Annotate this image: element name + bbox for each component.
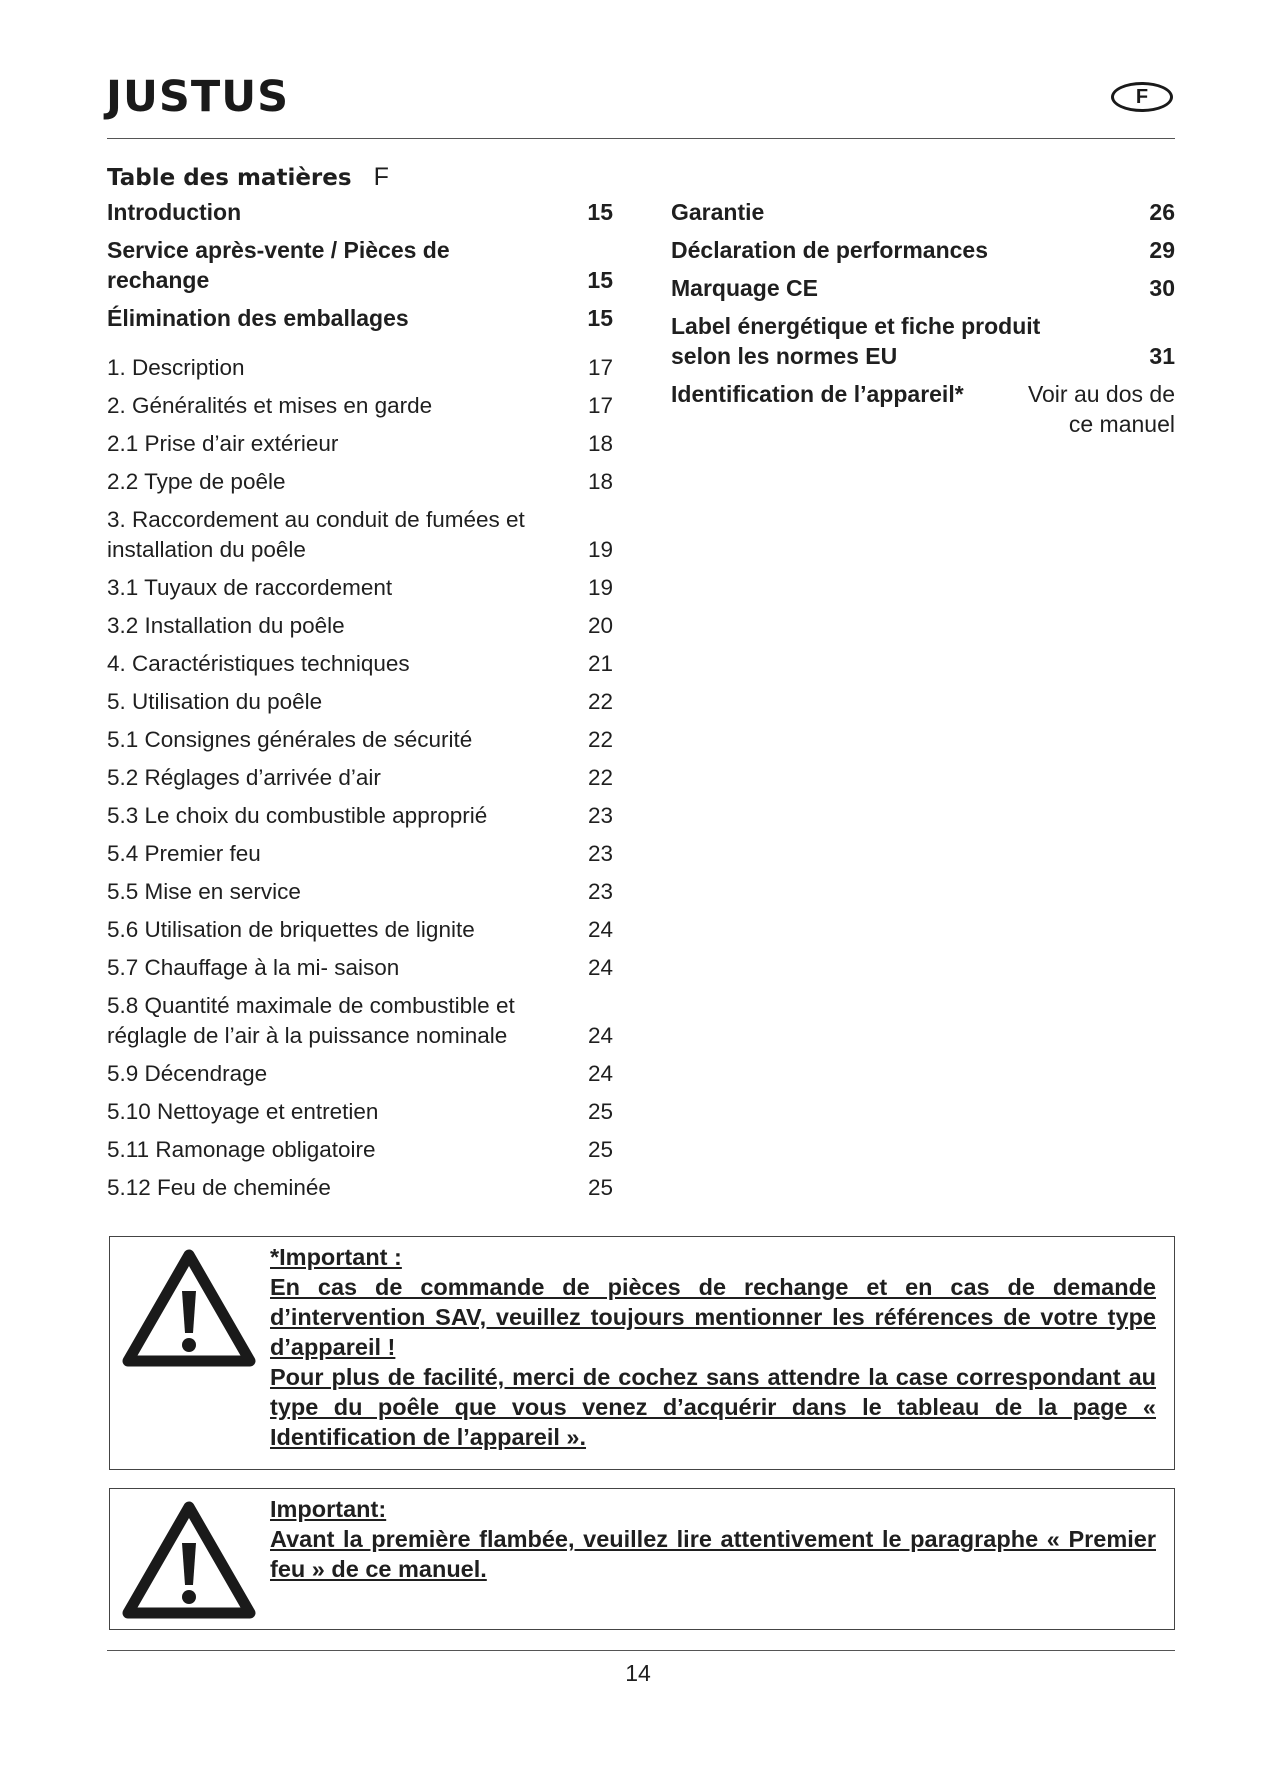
language-badge: F	[1111, 82, 1173, 112]
toc-entry-page: 26	[1149, 199, 1175, 225]
notice-heading: *Important :	[270, 1244, 402, 1270]
toc-entry	[107, 235, 613, 295]
toc-entry	[107, 991, 613, 1051]
important-notice-first-fire	[109, 1488, 1175, 1630]
toc-entry-page: 23	[587, 841, 613, 866]
toc-entry-page: 25	[587, 1137, 613, 1162]
toc-entry-label: 2.1 Prise d’air extérieur	[107, 431, 339, 456]
toc-entry	[671, 197, 1175, 227]
toc-entry-page: 17	[587, 393, 613, 418]
toc-entry-page: 24	[587, 1023, 613, 1048]
toc-heading	[107, 162, 389, 193]
toc-entry-page: 18	[587, 469, 613, 494]
toc-entry-label: 5. Utilisation du poêle	[107, 689, 323, 714]
toc-entry-label: 5.5 Mise en service	[107, 879, 301, 904]
toc-entry	[107, 1097, 613, 1127]
toc-entry-page: 29	[1149, 237, 1175, 263]
toc-entry-label: Label énergétique et fiche produit selon les normes EU	[671, 313, 1041, 369]
notice-heading: Important:	[270, 1496, 387, 1522]
toc-entry-page: 24	[587, 917, 613, 942]
toc-entry	[107, 801, 613, 831]
toc-entry-label: Élimination des emballages	[107, 305, 409, 331]
toc-entry-label: 5.11 Ramonage obligatoire	[107, 1137, 376, 1162]
toc-title: Table des matières	[107, 165, 352, 191]
toc-entry-label: 5.9 Décendrage	[107, 1061, 268, 1086]
toc-entry-page: 20	[587, 613, 613, 638]
toc-entry	[671, 311, 1175, 371]
toc-entry-label: 5.10 Nettoyage et entretien	[107, 1099, 379, 1124]
toc-entry	[107, 1135, 613, 1165]
toc-entry	[107, 611, 613, 641]
toc-entry-page: 19	[587, 537, 613, 562]
toc-entry-page: 19	[587, 575, 613, 600]
toc-entry-page: 15	[587, 267, 613, 293]
toc-entry-label: 5.8 Quantité maximale de combustible et réglagle de l’air à la puissance nominale	[107, 993, 515, 1048]
toc-entry	[107, 649, 613, 679]
toc-entry-label: 2.2 Type de poêle	[107, 469, 286, 494]
toc-entry-page: 25	[587, 1099, 613, 1124]
toc-entry-page: 15	[587, 305, 613, 331]
toc-entry	[671, 379, 1175, 439]
toc-entry	[107, 353, 613, 383]
header-divider	[107, 138, 1175, 139]
toc-entry-label: 5.4 Premier feu	[107, 841, 261, 866]
toc-entry	[107, 725, 613, 755]
toc-language: F	[373, 163, 389, 191]
toc-entry-label: Garantie	[671, 199, 765, 225]
toc-entry-label: Introduction	[107, 199, 242, 225]
toc-entry	[107, 429, 613, 459]
notice-text: En cas de commande de pièces de rechange et en cas de demande d’intervention SAV, veuillez toujours mentionner les références de votre type d’appareil !	[270, 1274, 1156, 1360]
footer-divider	[107, 1650, 1175, 1651]
toc-entry-page: 18	[587, 431, 613, 456]
toc-entry-page: 21	[587, 651, 613, 676]
toc-entry-label: Marquage CE	[671, 275, 818, 301]
toc-entry	[107, 953, 613, 983]
toc-entry	[107, 467, 613, 497]
toc-entry-label: 3.1 Tuyaux de raccordement	[107, 575, 393, 600]
important-notice-spare-parts	[109, 1236, 1175, 1470]
toc-entry	[107, 391, 613, 421]
toc-entry	[107, 573, 613, 603]
toc-entry-label: 5.12 Feu de cheminée	[107, 1175, 331, 1200]
toc-entry	[671, 273, 1175, 303]
toc-entry-label: 5.2 Réglages d’arrivée d’air	[107, 765, 381, 790]
warning-icon	[120, 1247, 258, 1369]
toc-entry-page: 22	[587, 727, 613, 752]
toc-entry-label: 5.3 Le choix du combustible approprié	[107, 803, 488, 828]
toc-entry-page: 30	[1149, 275, 1175, 301]
toc-entry-page: 22	[587, 765, 613, 790]
toc-entry-page: 24	[587, 1061, 613, 1086]
toc-entry-page: 31	[1149, 343, 1175, 369]
toc-entry	[107, 1173, 613, 1203]
toc-entry-label: 5.1 Consignes générales de sécurité	[107, 727, 473, 752]
toc-entry	[107, 687, 613, 717]
toc-entry-page: Voir au dos de ce manuel	[1027, 381, 1175, 437]
warning-icon	[120, 1499, 258, 1621]
toc-entry-page: 23	[587, 879, 613, 904]
toc-entry-label: 1. Description	[107, 355, 245, 380]
toc-entry	[107, 197, 613, 227]
toc-entry-label: Identification de l’appareil*	[671, 381, 964, 407]
toc-entry-page: 22	[587, 689, 613, 714]
notice-text: Avant la première flambée, veuillez lire attentivement le paragraphe « Premier feu » de ce manuel.	[270, 1526, 1156, 1582]
toc-left-column	[107, 197, 613, 1211]
toc-entry-label: Service après-vente / Pièces de rechange	[107, 237, 450, 293]
toc-entry-page: 17	[587, 355, 613, 380]
toc-entry-label: Déclaration de performances	[671, 237, 989, 263]
toc-entry-page: 25	[587, 1175, 613, 1200]
toc-entry-label: 5.6 Utilisation de briquettes de lignite	[107, 917, 475, 942]
brand-logo: JUSTUS	[106, 72, 290, 122]
toc-entry-label: 4. Caractéristiques techniques	[107, 651, 410, 676]
toc-entry-label: 5.7 Chauffage à la mi- saison	[107, 955, 400, 980]
toc-entry-page: 24	[587, 955, 613, 980]
toc-entry	[107, 877, 613, 907]
toc-entry	[107, 839, 613, 869]
toc-entry-label: 2. Généralités et mises en garde	[107, 393, 433, 418]
toc-entry	[107, 763, 613, 793]
page-number: 14	[625, 1660, 651, 1686]
toc-right-column	[671, 197, 1175, 447]
toc-entry	[107, 505, 613, 565]
toc-entry-page: 23	[587, 803, 613, 828]
toc-entry-label: 3.2 Installation du poêle	[107, 613, 345, 638]
toc-entry-page: 15	[587, 199, 613, 225]
toc-entry	[107, 915, 613, 945]
toc-entry	[107, 1059, 613, 1089]
toc-entry	[671, 235, 1175, 265]
toc-entry-label: 3. Raccordement au conduit de fumées et installation du poêle	[107, 507, 525, 562]
notice-text: Pour plus de facilité, merci de cochez sans attendre la case correspondant au type du poêle que vous venez d’acquérir dans le tableau de la page « Identification de l’appareil ».	[270, 1364, 1156, 1450]
toc-entry	[107, 303, 613, 333]
